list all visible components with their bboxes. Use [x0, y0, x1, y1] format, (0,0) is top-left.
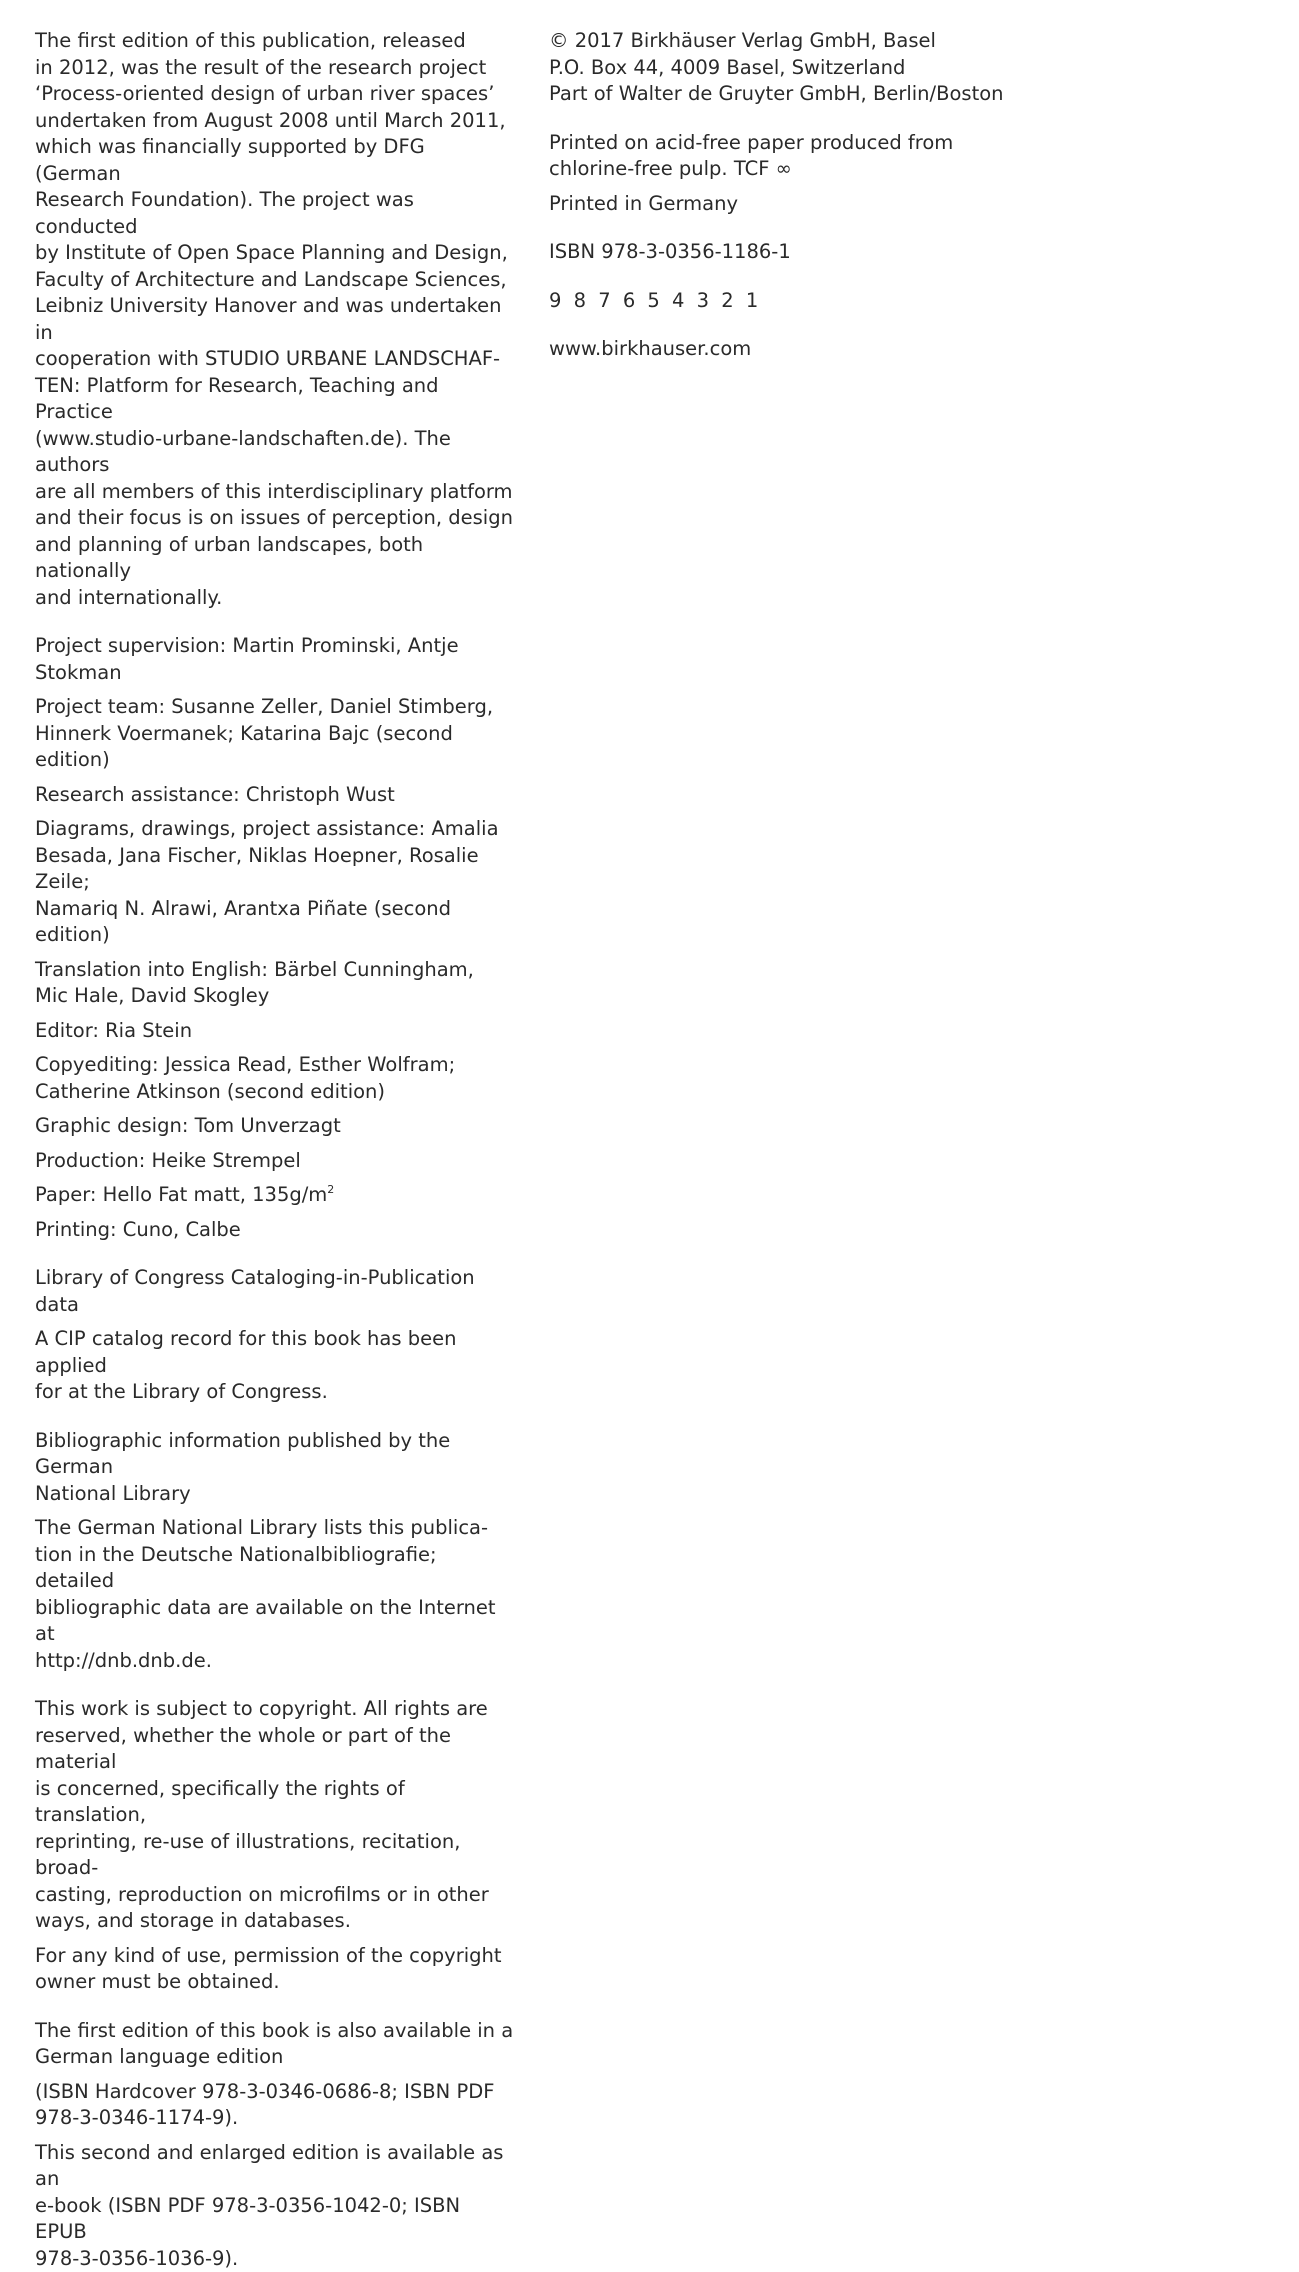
publisher-website[interactable]: www.birkhauser.com	[549, 336, 1029, 363]
loc-text: A CIP catalog record for this book has been applied for at the Library of Congress.	[35, 1326, 515, 1406]
german-edition-text: The first edition of this book is also available in a German language edition	[35, 2018, 515, 2071]
credit-paper-superscript: 2	[327, 1183, 334, 1196]
ebook-text: This second and enlarged edition is available as an e-book (ISBN PDF 978-3-0356-1042-0; ISBN EPUB 978-3-0356-1036-9).	[35, 2140, 515, 2272]
credit-supervision: Project supervision: Martin Prominski, Antje Stokman	[35, 633, 515, 686]
copyright-text: This work is subject to copyright. All rights are reserved, whether the whole or part of the material is concerned, specifically the rights of translation, reprinting, re-use of illustrations, recitation, broad- casting, reproduction on microfilms or in other ways, and storage in databases.	[35, 1696, 515, 1935]
publisher-info: © 2017 Birkhäuser Verlag GmbH, Basel P.O. Box 44, 4009 Basel, Switzerland Part of Walter de Gruyter GmbH, Berlin/Boston	[549, 28, 1029, 108]
credit-paper-text: Paper: Hello Fat matt, 135g/m	[35, 1183, 327, 1206]
credit-translation: Translation into English: Bärbel Cunningham, Mic Hale, David Skogley	[35, 957, 515, 1010]
permission-text: For any kind of use, permission of the copyright owner must be obtained.	[35, 1943, 515, 1996]
printed-in: Printed in Germany	[549, 191, 1029, 218]
credit-paper	[35, 1182, 515, 1209]
left-column	[35, 28, 515, 2272]
dnb-heading: Bibliographic information published by the German National Library	[35, 1428, 515, 1508]
isbn: ISBN 978-3-0356-1186-1	[549, 239, 1029, 266]
right-column	[549, 28, 1029, 363]
dnb-text: The German National Library lists this publica- tion in the Deutsche Nationalbibliografie; detailed bibliographic data are available on the Internet at http://dnb.dnb.de.	[35, 1515, 515, 1674]
credit-printing: Printing: Cuno, Calbe	[35, 1217, 515, 1244]
credit-production: Production: Heike Strempel	[35, 1148, 515, 1175]
credit-research: Research assistance: Christoph Wust	[35, 782, 515, 809]
credit-editor: Editor: Ria Stein	[35, 1018, 515, 1045]
credit-graphic-design: Graphic design: Tom Unverzagt	[35, 1113, 515, 1140]
print-line: 9 8 7 6 5 4 3 2 1	[549, 288, 1029, 315]
credit-diagrams: Diagrams, drawings, project assistance: Amalia Besada, Jana Fischer, Niklas Hoepner, Rosalie Zeile; Namariq N. Alrawi, Arantxa Piñate (second edition)	[35, 816, 515, 949]
german-edition-isbn: (ISBN Hardcover 978-3-0346-0686-8; ISBN PDF 978-3-0346-1174-9).	[35, 2079, 515, 2132]
credit-copyediting: Copyediting: Jessica Read, Esther Wolfram; Catherine Atkinson (second edition)	[35, 1052, 515, 1105]
intro-paragraph: The first edition of this publication, released in 2012, was the result of the research project ‘Process-oriented design of urban river spaces’ undertaken from August 2008 until March 2011, which was financially supported by DFG (German Research Foundation). The project was conducted by Institute of Open Space Planning and Design, Faculty of Architecture and Landscape Sciences, Leibniz University Hanover and was undertaken in cooperation with STUDIO URBANE LANDSCHAF- TEN: Platform for Research, Teaching and Practice (www.studio-urbane-landschaften.de). The authors are all members of this interdisciplinary platform and their focus is on issues of perception, design and planning of urban landscapes, both nationally and internationally.	[35, 28, 515, 611]
paper-note: Printed on acid-free paper produced from chlorine-free pulp. TCF ∞	[549, 130, 1029, 183]
credit-team: Project team: Susanne Zeller, Daniel Stimberg, Hinnerk Voermanek; Katarina Bajc (second edition)	[35, 694, 515, 774]
loc-heading: Library of Congress Cataloging-in-Publication data	[35, 1265, 515, 1318]
